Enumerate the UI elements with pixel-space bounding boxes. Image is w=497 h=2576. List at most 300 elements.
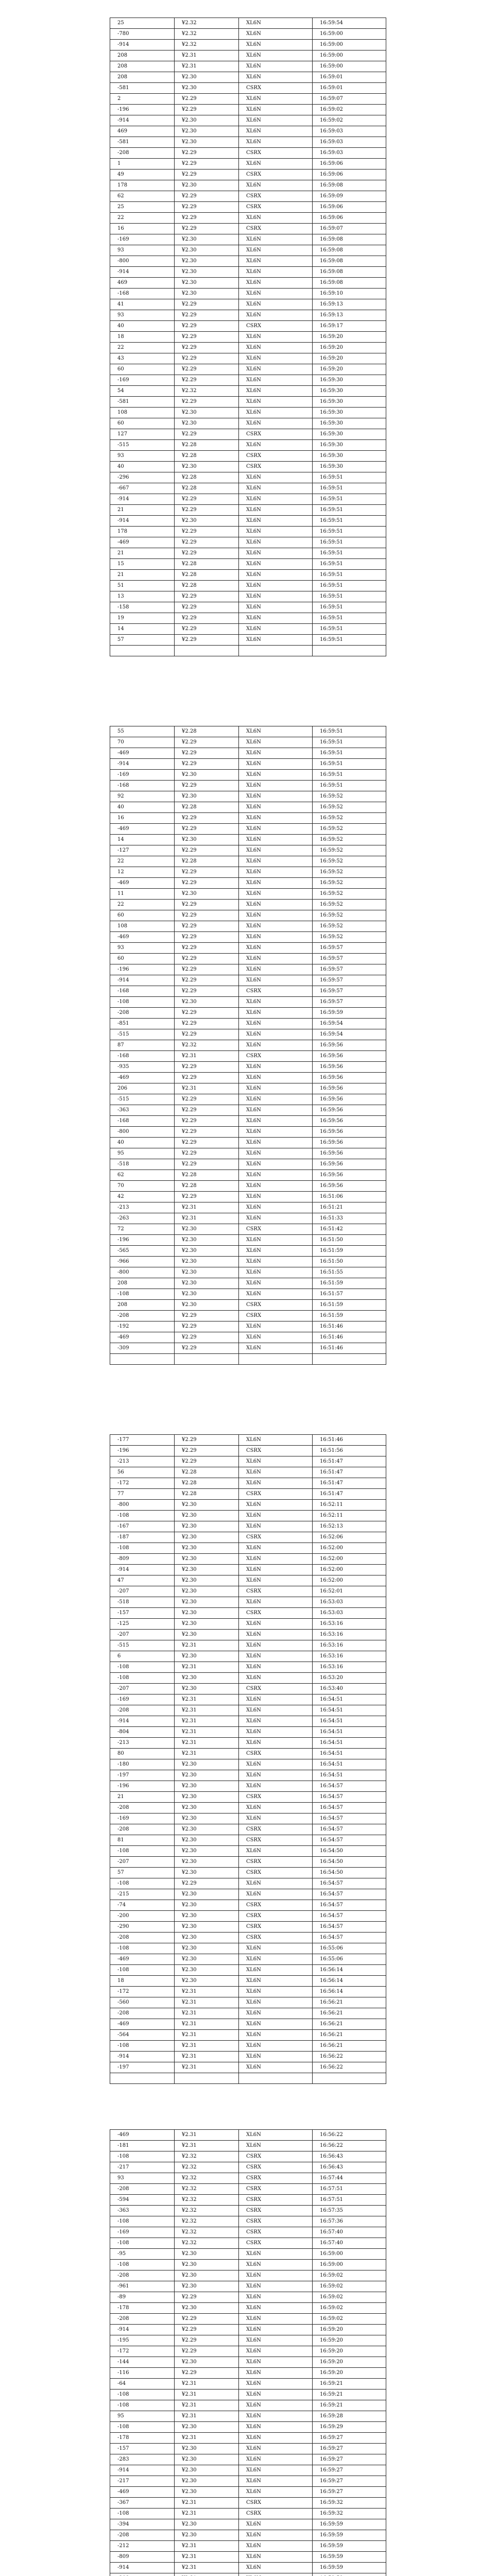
exchange-cell: XL6N: [239, 494, 313, 505]
price-cell: ¥2.30: [175, 1868, 239, 1878]
table-row: [110, 1289, 386, 1300]
price-cell: ¥2.28: [175, 856, 239, 867]
quantity-cell: -804: [110, 1727, 175, 1738]
price-cell: ¥2.31: [175, 1738, 239, 1749]
time-cell: 16:59:51: [313, 559, 386, 570]
exchange-cell: XL6N: [239, 548, 313, 559]
time-cell: 16:59:02: [313, 2314, 386, 2325]
table-row: [110, 1976, 386, 1987]
time-cell: 16:59:01: [313, 83, 386, 94]
table-row: [110, 2227, 386, 2238]
price-cell: ¥2.31: [175, 2433, 239, 2444]
quantity-cell: -157: [110, 2444, 175, 2454]
time-cell: 16:59:06: [313, 213, 386, 224]
table-row: [110, 591, 386, 602]
price-cell: ¥2.31: [175, 1051, 239, 1062]
exchange-cell: XL6N: [239, 878, 313, 889]
time-cell: 16:59:00: [313, 2249, 386, 2260]
exchange-cell: CSRX: [239, 1311, 313, 1321]
quantity-cell: -208: [110, 1933, 175, 1943]
exchange-cell: XL6N: [239, 613, 313, 624]
quantity-cell: 51: [110, 581, 175, 591]
price-cell: ¥2.29: [175, 1321, 239, 1332]
exchange-cell: XL6N: [239, 1662, 313, 1673]
time-cell: 16:51:50: [313, 1257, 386, 1267]
table-row: [110, 256, 386, 267]
exchange-cell: CSRX: [239, 148, 313, 159]
time-cell: 16:59:56: [313, 1105, 386, 1116]
exchange-cell: CSRX: [239, 1792, 313, 1803]
table-row: [110, 1857, 386, 1868]
price-cell: ¥2.30: [175, 1300, 239, 1311]
quantity-cell: -914: [110, 2465, 175, 2476]
table-row: [110, 1148, 386, 1159]
quantity-cell: -469: [110, 1073, 175, 1083]
time-cell: 16:56:21: [313, 2008, 386, 2019]
time-cell: 16:56:43: [313, 2151, 386, 2162]
time-cell: 16:54:50: [313, 1846, 386, 1857]
time-cell: 16:59:27: [313, 2444, 386, 2454]
quantity-cell: 18: [110, 332, 175, 343]
time-cell: 16:59:52: [313, 867, 386, 878]
exchange-cell: XL6N: [239, 2541, 313, 2552]
price-cell: ¥2.30: [175, 1532, 239, 1543]
time-cell: 16:59:27: [313, 2465, 386, 2476]
quantity-cell: -95: [110, 2249, 175, 2260]
price-cell: ¥2.29: [175, 1008, 239, 1019]
time-cell: 16:59:52: [313, 921, 386, 932]
table-row: [110, 83, 386, 94]
exchange-cell: XL6N: [239, 1673, 313, 1684]
time-cell: 16:59:57: [313, 964, 386, 975]
time-cell: 16:59:13: [313, 310, 386, 321]
price-cell: ¥2.29: [175, 1073, 239, 1083]
empty-cell: [175, 2073, 239, 2084]
exchange-cell: XL6N: [239, 748, 313, 759]
price-cell: ¥2.32: [175, 2162, 239, 2173]
table-row: [110, 170, 386, 180]
exchange-cell: XL6N: [239, 2379, 313, 2389]
quantity-cell: 21: [110, 1792, 175, 1803]
exchange-cell: CSRX: [239, 1586, 313, 1597]
quantity-cell: -196: [110, 1446, 175, 1456]
exchange-cell: CSRX: [239, 83, 313, 94]
time-cell: 16:59:51: [313, 548, 386, 559]
time-cell: 16:57:35: [313, 2206, 386, 2216]
quantity-cell: -200: [110, 1911, 175, 1922]
price-cell: ¥2.30: [175, 1224, 239, 1235]
exchange-cell: XL6N: [239, 1181, 313, 1192]
price-cell: ¥2.28: [175, 802, 239, 813]
price-cell: ¥2.30: [175, 1267, 239, 1278]
quantity-cell: -116: [110, 2368, 175, 2379]
time-cell: 16:54:51: [313, 1705, 386, 1716]
quantity-cell: -108: [110, 1543, 175, 1554]
quantity-cell: 469: [110, 126, 175, 137]
price-cell: ¥2.29: [175, 635, 239, 646]
table-row: [110, 1651, 386, 1662]
exchange-cell: CSRX: [239, 2173, 313, 2184]
time-cell: 16:59:20: [313, 2368, 386, 2379]
price-cell: ¥2.31: [175, 2498, 239, 2509]
table-row: [110, 1662, 386, 1673]
price-cell: ¥2.30: [175, 245, 239, 256]
table-row: [110, 516, 386, 527]
exchange-cell: XL6N: [239, 1543, 313, 1554]
time-cell: 16:59:03: [313, 148, 386, 159]
time-cell: 16:59:54: [313, 1019, 386, 1029]
exchange-cell: XL6N: [239, 299, 313, 310]
exchange-cell: XL6N: [239, 570, 313, 581]
quantity-cell: -207: [110, 1857, 175, 1868]
time-cell: 16:59:56: [313, 1051, 386, 1062]
exchange-cell: XL6N: [239, 1478, 313, 1489]
table-row: [110, 2151, 386, 2162]
exchange-cell: XL6N: [239, 2487, 313, 2498]
time-cell: 16:56:14: [313, 1987, 386, 1997]
table-row: [110, 1554, 386, 1565]
exchange-cell: CSRX: [239, 451, 313, 462]
time-cell: 16:59:06: [313, 170, 386, 180]
exchange-cell: CSRX: [239, 2162, 313, 2173]
quantity-cell: 55: [110, 726, 175, 737]
price-cell: ¥2.29: [175, 813, 239, 824]
exchange-cell: CSRX: [239, 2227, 313, 2238]
exchange-cell: CSRX: [239, 1300, 313, 1311]
price-cell: ¥2.29: [175, 537, 239, 548]
quantity-cell: -914: [110, 494, 175, 505]
table-row: [110, 2062, 386, 2073]
exchange-cell: XL6N: [239, 1083, 313, 1094]
time-cell: 16:51:47: [313, 1456, 386, 1467]
price-cell: ¥2.31: [175, 2130, 239, 2141]
exchange-cell: XL6N: [239, 781, 313, 791]
time-cell: 16:54:57: [313, 1911, 386, 1922]
price-cell: ¥2.30: [175, 1257, 239, 1267]
price-cell: ¥2.30: [175, 1814, 239, 1824]
price-cell: ¥2.29: [175, 1105, 239, 1116]
price-cell: ¥2.30: [175, 1792, 239, 1803]
time-cell: 16:54:51: [313, 1738, 386, 1749]
time-cell: 16:54:50: [313, 1868, 386, 1878]
time-cell: 16:59:03: [313, 126, 386, 137]
price-cell: ¥2.29: [175, 321, 239, 332]
table-row: [110, 1543, 386, 1554]
table-row: [110, 451, 386, 462]
quantity-cell: 93: [110, 245, 175, 256]
quantity-cell: -208: [110, 2270, 175, 2281]
time-cell: 16:51:50: [313, 1235, 386, 1246]
exchange-cell: XL6N: [239, 180, 313, 191]
table-row: [110, 1202, 386, 1213]
quantity-cell: -168: [110, 289, 175, 299]
exchange-cell: XL6N: [239, 72, 313, 83]
time-cell: 16:51:59: [313, 1311, 386, 1321]
table-row: [110, 1181, 386, 1192]
exchange-cell: XL6N: [239, 900, 313, 910]
empty-cell: [175, 1354, 239, 1365]
time-cell: 16:59:52: [313, 802, 386, 813]
time-cell: 16:59:52: [313, 910, 386, 921]
exchange-cell: XL6N: [239, 105, 313, 115]
table-row: [110, 1619, 386, 1630]
quantity-cell: 13: [110, 591, 175, 602]
exchange-cell: XL6N: [239, 2346, 313, 2357]
table-row: [110, 1997, 386, 2008]
exchange-cell: XL6N: [239, 1116, 313, 1127]
price-cell: ¥2.30: [175, 2519, 239, 2530]
time-cell: 16:54:57: [313, 1900, 386, 1911]
price-cell: ¥2.29: [175, 159, 239, 170]
quantity-cell: 41: [110, 299, 175, 310]
price-cell: ¥2.30: [175, 1770, 239, 1781]
exchange-cell: XL6N: [239, 2444, 313, 2454]
price-cell: ¥2.30: [175, 1835, 239, 1846]
price-cell: ¥2.30: [175, 2270, 239, 2281]
quantity-cell: -172: [110, 1478, 175, 1489]
exchange-cell: XL6N: [239, 1803, 313, 1814]
exchange-cell: XL6N: [239, 1630, 313, 1640]
exchange-cell: CSRX: [239, 1749, 313, 1759]
time-cell: 16:53:03: [313, 1597, 386, 1608]
quantity-cell: -208: [110, 148, 175, 159]
exchange-cell: XL6N: [239, 2335, 313, 2346]
quantity-cell: -809: [110, 1554, 175, 1565]
table-row: [110, 900, 386, 910]
exchange-cell: XL6N: [239, 1257, 313, 1267]
price-cell: ¥2.31: [175, 2400, 239, 2411]
exchange-cell: CSRX: [239, 1608, 313, 1619]
time-cell: 16:59:07: [313, 94, 386, 105]
price-cell: ¥2.30: [175, 1597, 239, 1608]
price-cell: ¥2.31: [175, 2141, 239, 2151]
table-row: [110, 1478, 386, 1489]
time-cell: 16:59:00: [313, 29, 386, 40]
time-cell: 16:59:59: [313, 2530, 386, 2541]
table-row: [110, 570, 386, 581]
price-cell: ¥2.28: [175, 451, 239, 462]
quantity-cell: -169: [110, 375, 175, 386]
price-cell: ¥2.29: [175, 213, 239, 224]
price-cell: ¥2.30: [175, 1911, 239, 1922]
table-row: [110, 1062, 386, 1073]
empty-cell: [110, 646, 175, 656]
price-cell: ¥2.29: [175, 353, 239, 364]
exchange-cell: XL6N: [239, 2389, 313, 2400]
price-cell: ¥2.29: [175, 867, 239, 878]
table-row: [110, 1019, 386, 1029]
time-cell: 16:57:51: [313, 2195, 386, 2206]
price-cell: ¥2.30: [175, 1965, 239, 1976]
exchange-cell: XL6N: [239, 1640, 313, 1651]
price-cell: ¥2.31: [175, 1213, 239, 1224]
quantity-cell: 72: [110, 1224, 175, 1235]
exchange-cell: XL6N: [239, 2130, 313, 2141]
exchange-cell: XL6N: [239, 2476, 313, 2487]
table-row: [110, 2184, 386, 2195]
price-cell: ¥2.29: [175, 954, 239, 964]
quantity-cell: 93: [110, 2173, 175, 2184]
table-row: [110, 1608, 386, 1619]
price-cell: ¥2.30: [175, 2281, 239, 2292]
trade-ledger-block-3: [110, 1434, 386, 2084]
table-row: [110, 1521, 386, 1532]
quantity-cell: 43: [110, 353, 175, 364]
table-row: [110, 954, 386, 964]
price-cell: ¥2.29: [175, 1062, 239, 1073]
time-cell: 16:59:56: [313, 1138, 386, 1148]
price-cell: ¥2.31: [175, 1716, 239, 1727]
price-cell: ¥2.31: [175, 1727, 239, 1738]
exchange-cell: XL6N: [239, 635, 313, 646]
price-cell: ¥2.32: [175, 2216, 239, 2227]
quantity-cell: 208: [110, 61, 175, 72]
exchange-cell: XL6N: [239, 1554, 313, 1565]
table-row: [110, 224, 386, 234]
quantity-cell: -127: [110, 845, 175, 856]
quantity-cell: -667: [110, 483, 175, 494]
quantity-cell: -157: [110, 1608, 175, 1619]
time-cell: 16:53:03: [313, 1608, 386, 1619]
table-row: [110, 50, 386, 61]
price-cell: ¥2.29: [175, 2325, 239, 2335]
table-row: [110, 1192, 386, 1202]
price-cell: ¥2.30: [175, 1543, 239, 1554]
quantity-cell: -565: [110, 1246, 175, 1257]
time-cell: 16:51:21: [313, 1202, 386, 1213]
quantity-cell: -296: [110, 472, 175, 483]
quantity-cell: -108: [110, 2151, 175, 2162]
quantity-cell: -169: [110, 234, 175, 245]
table-row: [110, 462, 386, 472]
exchange-cell: CSRX: [239, 2206, 313, 2216]
price-cell: ¥2.28: [175, 726, 239, 737]
time-cell: 16:54:51: [313, 1770, 386, 1781]
price-cell: ¥2.29: [175, 332, 239, 343]
table-row: [110, 483, 386, 494]
exchange-cell: XL6N: [239, 1267, 313, 1278]
time-cell: 16:59:30: [313, 408, 386, 418]
exchange-cell: XL6N: [239, 516, 313, 527]
price-cell: ¥2.29: [175, 105, 239, 115]
table-row: [110, 2400, 386, 2411]
quantity-cell: 1: [110, 159, 175, 170]
quantity-cell: -167: [110, 1521, 175, 1532]
table-row: [110, 1051, 386, 1062]
price-cell: ¥2.30: [175, 1575, 239, 1586]
table-row: [110, 1630, 386, 1640]
time-cell: 16:52:11: [313, 1511, 386, 1521]
quantity-cell: -108: [110, 2238, 175, 2249]
exchange-cell: XL6N: [239, 245, 313, 256]
time-cell: 16:59:08: [313, 256, 386, 267]
quantity-cell: 40: [110, 462, 175, 472]
table-row: [110, 781, 386, 791]
quantity-cell: -207: [110, 1586, 175, 1597]
empty-cell: [239, 1354, 313, 1365]
exchange-cell: XL6N: [239, 889, 313, 900]
exchange-cell: XL6N: [239, 472, 313, 483]
quantity-cell: -108: [110, 1289, 175, 1300]
table-row: [110, 2206, 386, 2216]
time-cell: 16:59:30: [313, 451, 386, 462]
time-cell: 16:59:59: [313, 2541, 386, 2552]
time-cell: 16:59:08: [313, 245, 386, 256]
table-row: [110, 1435, 386, 1446]
time-cell: 16:59:52: [313, 845, 386, 856]
exchange-cell: XL6N: [239, 1943, 313, 1954]
exchange-cell: XL6N: [239, 234, 313, 245]
time-cell: 16:54:57: [313, 1835, 386, 1846]
exchange-cell: [239, 2573, 313, 2576]
exchange-cell: XL6N: [239, 2303, 313, 2314]
exchange-cell: XL6N: [239, 845, 313, 856]
quantity-cell: -966: [110, 1257, 175, 1267]
quantity-cell: 16: [110, 224, 175, 234]
exchange-cell: XL6N: [239, 1040, 313, 1051]
price-cell: ¥2.32: [175, 386, 239, 397]
table-row: [110, 1965, 386, 1976]
table-row: [110, 364, 386, 375]
quantity-cell: -108: [110, 997, 175, 1008]
price-cell: ¥2.29: [175, 932, 239, 943]
quantity-cell: 2: [110, 94, 175, 105]
table-row: [110, 40, 386, 50]
quantity-cell: -469: [110, 824, 175, 835]
empty-cell: [239, 2073, 313, 2084]
table-row: [110, 2195, 386, 2206]
exchange-cell: CSRX: [239, 986, 313, 997]
price-cell: ¥2.30: [175, 115, 239, 126]
table-row: [110, 1803, 386, 1814]
time-cell: 16:51:46: [313, 1343, 386, 1354]
price-cell: ¥2.29: [175, 2335, 239, 2346]
time-cell: 16:59:56: [313, 1083, 386, 1094]
table-row: [110, 726, 386, 737]
table-row: [110, 943, 386, 954]
price-cell: ¥2.29: [175, 1159, 239, 1170]
price-cell: ¥2.31: [175, 1705, 239, 1716]
time-cell: 16:59:54: [313, 1029, 386, 1040]
table-row: [110, 386, 386, 397]
exchange-cell: CSRX: [239, 1532, 313, 1543]
exchange-cell: CSRX: [239, 1224, 313, 1235]
time-cell: 16:53:16: [313, 1630, 386, 1640]
quantity-cell: 25: [110, 18, 175, 29]
time-cell: 16:57:40: [313, 2238, 386, 2249]
table-row: [110, 126, 386, 137]
exchange-cell: XL6N: [239, 2314, 313, 2325]
table-row: [110, 537, 386, 548]
price-cell: ¥2.31: [175, 2563, 239, 2573]
time-cell: 16:59:51: [313, 527, 386, 537]
quantity-cell: 15: [110, 559, 175, 570]
quantity-cell: 208: [110, 1300, 175, 1311]
exchange-cell: XL6N: [239, 2030, 313, 2041]
time-cell: 16:51:46: [313, 1321, 386, 1332]
quantity-cell: 62: [110, 191, 175, 202]
quantity-cell: -469: [110, 2487, 175, 2498]
empty-cell: [313, 2073, 386, 2084]
time-cell: 16:52:00: [313, 1575, 386, 1586]
quantity-cell: 93: [110, 451, 175, 462]
time-cell: 16:56:21: [313, 2041, 386, 2052]
exchange-cell: XL6N: [239, 343, 313, 353]
exchange-cell: XL6N: [239, 964, 313, 975]
exchange-cell: XL6N: [239, 1235, 313, 1246]
table-row: [110, 1332, 386, 1343]
exchange-cell: XL6N: [239, 1694, 313, 1705]
